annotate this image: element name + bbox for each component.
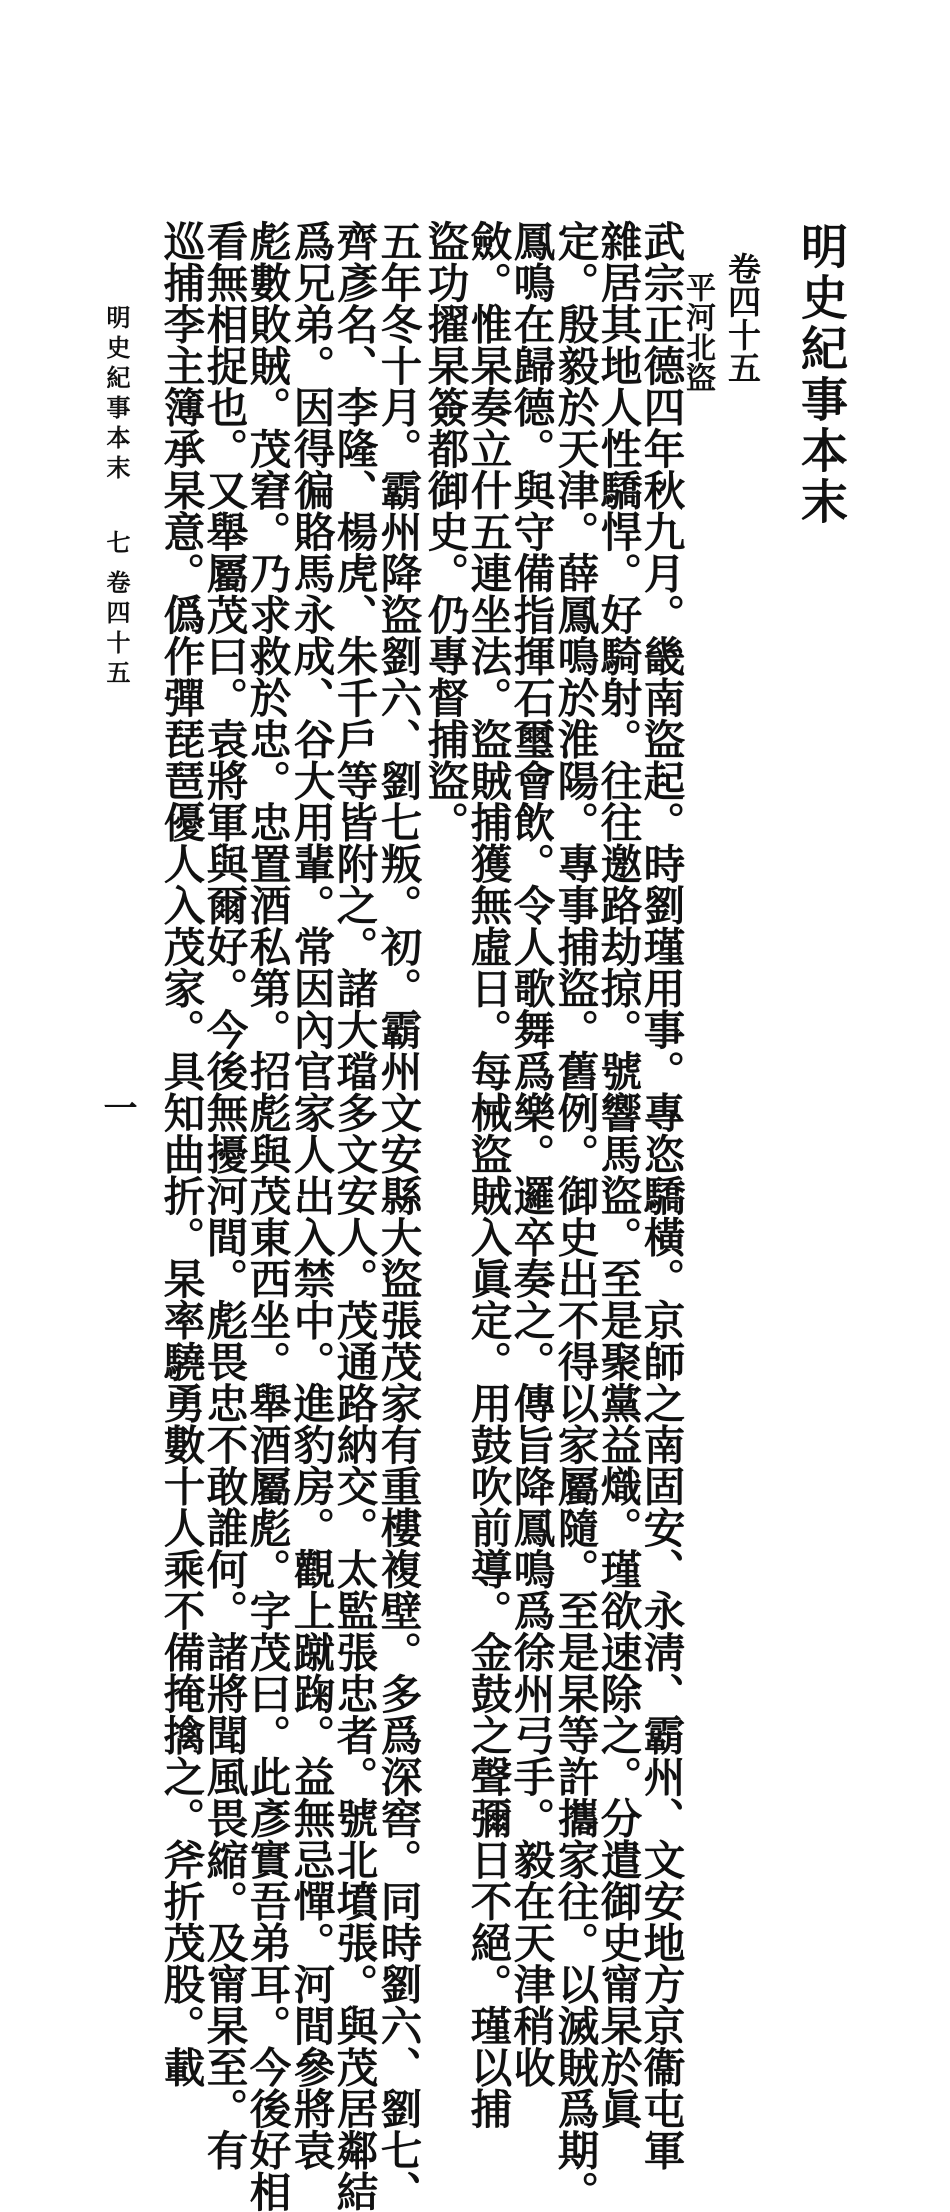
text-column-5: 斂。惟杲奏立什五連坐法。盜賊捕獲無虛日。每械盜賊入眞定。用鼓吹前導。金鼓之聲彌日不絕。瑾以捕	[463, 220, 513, 2129]
footer-volume-number: 七	[102, 530, 131, 560]
volume-heading: 卷四十五	[723, 252, 762, 384]
page-number: 一	[97, 1090, 137, 1124]
book-title: 明史紀事本末	[793, 222, 848, 528]
section-heading: 平河北盜	[680, 272, 715, 392]
text-column-7: 五年冬十月。霸州降盜劉六、劉七叛。初。霸州文安縣大盜張茂家有重樓複壁。多爲深窖。同時劉六、劉七、	[373, 220, 423, 2212]
footer-volume-label: 卷四十五	[102, 570, 131, 690]
text-column-2: 雜居其地人性驕悍。好騎射。往往邀路劫掠。號響馬盜。至是聚黨益熾。瑾欲速除之。分遣御史甯杲於眞	[593, 220, 643, 2129]
footer-book-title: 明史紀事本末	[102, 305, 131, 485]
text-column-4: 鳳鳴在歸德。與守備指揮石璽會飲。令人歌舞爲樂。邏卒奏之。傳旨降鳳鳴爲徐州弓手。毅在天津稍收	[506, 220, 556, 2088]
text-column-1: 武宗正德四年秋九月。畿南盜起。時劉瑾用事。專恣驕橫。京師之南固安、永淸、霸州、文安地方京衞屯軍	[636, 220, 686, 2171]
text-column-8: 齊彥名、李隆、楊虎、朱千戶等皆附之。諸大璫多文安人。茂通路納交。太監張忠者。號北墳張。與茂居鄰結	[329, 220, 379, 2212]
text-column-10: 彪數敗賊。茂窘。乃求救於忠。忠置酒私第。招彪與茂東西坐。舉酒屬彪。字茂曰。此彥實吾弟耳。今後好相	[242, 220, 292, 2212]
text-column-3: 定。殷毅於天津。薛鳳鳴於淮陽。專事捕盜。舊例。御史出不得以家屬隨。至是杲等許攜家往。以滅賊爲期。	[550, 220, 600, 2212]
text-column-12: 巡捕李主簿承杲意。僞作彈琵琶優人入茂家。具知曲折。杲率驍勇數十人乘不備掩擒之。斧折茂股。載	[156, 220, 206, 2088]
text-column-11: 看無相捉也。又舉屬茂曰。袁將軍與爾好。今後無擾河間。彪畏忠不敢誰何。諸將聞風畏縮。及甯杲至。有	[199, 220, 249, 2171]
text-column-9: 爲兄弟。因得徧賂馬永成、谷大用輩。常因內官家人出入禁中。進豹房。觀上蹴踘。益無忌憚。河間參將袁	[286, 220, 336, 2171]
text-column-6: 盜功擢杲簽都御史。仍專督捕盜。	[420, 220, 470, 843]
